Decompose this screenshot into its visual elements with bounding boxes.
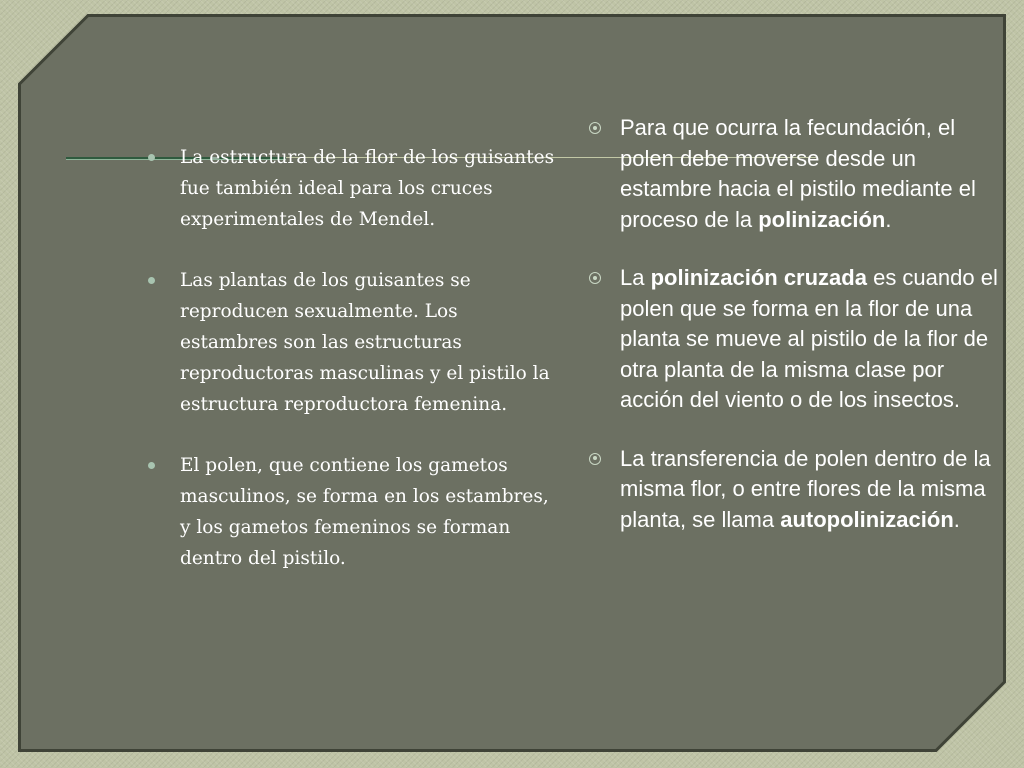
right-bullet-text: La transferencia de polen dentro de la misma flor, o entre flores de la misma planta, se llama bbox=[620, 445, 991, 532]
right-bullet-end: . bbox=[953, 506, 960, 532]
right-bullet-pre: La bbox=[620, 265, 651, 290]
bullet-dot-icon bbox=[148, 462, 155, 469]
left-bullet-item bbox=[148, 450, 558, 574]
bullet-dot-icon bbox=[148, 277, 155, 284]
right-bullet-item bbox=[588, 444, 998, 536]
bold-term: polinización cruzada bbox=[650, 265, 867, 290]
bullet-ring-icon bbox=[589, 272, 601, 284]
right-bullet-item bbox=[588, 263, 998, 416]
bullet-ring-icon bbox=[589, 122, 601, 134]
bold-term: polinización bbox=[758, 206, 886, 232]
bullet-ring-icon bbox=[589, 453, 601, 465]
left-bullet-text: La estructura de la flor de los guisantes fue también ideal para los cruces experimentales de Mendel. bbox=[180, 147, 555, 230]
left-bullet-list bbox=[148, 142, 558, 574]
bold-term: autopolinización bbox=[780, 506, 954, 532]
bullet-dot-icon bbox=[148, 154, 155, 161]
left-column bbox=[148, 142, 558, 604]
left-bullet-item bbox=[148, 142, 558, 235]
left-bullet-item bbox=[148, 265, 558, 420]
left-bullet-text: Las plantas de los guisantes se reproducen sexualmente. Los estambres son las estructuras reproductoras masculinas y el pistilo la estructura reproductora femenina. bbox=[180, 270, 550, 415]
right-bullet-item bbox=[588, 113, 998, 235]
right-bullet-list bbox=[588, 113, 998, 535]
right-bullet-end: . bbox=[885, 206, 892, 232]
right-column bbox=[588, 113, 998, 563]
left-bullet-text: El polen, que contiene los gametos masculinos, se forma en los estambres, y los gametos femeninos se forman dentro del pistilo. bbox=[180, 455, 549, 569]
right-bullet-text: Para que ocurra la fecundación, el polen debe moverse desde un estambre hacia el pistilo mediante el proceso de la bbox=[620, 115, 976, 232]
right-bullet-text: es cuando el polen que se forma en la flor de una planta se mueve al pistilo de la flor de otra planta de la misma clase por acción del viento o de los insectos. bbox=[620, 265, 998, 412]
